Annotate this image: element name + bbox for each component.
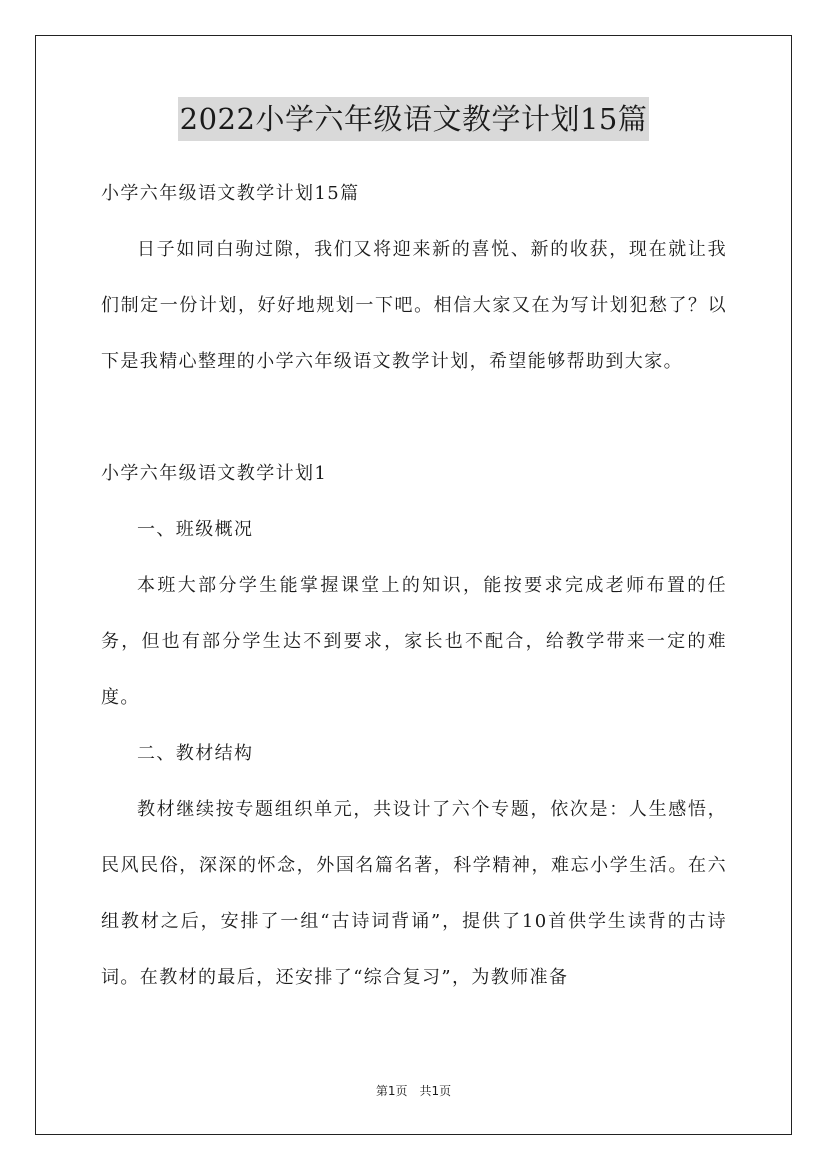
document-subtitle: 小学六年级语文教学计划15篇 [101,183,360,204]
page-footer: 第1页 共1页 [375,1084,452,1098]
intro-paragraph: 日子如同白驹过隙，我们又将迎来新的喜悦、新的收获，现在就让我们制定一份计划，好好地规划一下吧。相信大家又在为写计划犯愁了？以下是我精心整理的小学六年级语文教学计划，希望能够帮助到大家。 [101,239,727,372]
heading-class-overview: 一、班级概况 [137,519,254,540]
section-title: 小学六年级语文教学计划1 [101,463,328,484]
class-overview-paragraph: 本班大部分学生能掌握课堂上的知识，能按要求完成老师布置的任务，但也有部分学生达不到要求，家长也不配合，给教学带来一定的难度。 [101,575,727,708]
document-title: 2022小学六年级语文教学计划15篇 [178,97,650,141]
title-container [0,97,827,141]
paragraph-gap [101,390,727,446]
document-body [101,166,727,1006]
textbook-structure-paragraph: 教材继续按专题组织单元，共设计了六个专题，依次是：人生感悟，民风民俗，深深的怀念，外国名篇名著，科学精神，难忘小学生活。在六组教材之后，安排了一组“古诗词背诵”，提供了10首供学生读背的古诗词。在教材的最后，还安排了“综合复习”，为教师准备 [101,799,727,988]
heading-textbook-structure: 二、教材结构 [137,743,254,764]
